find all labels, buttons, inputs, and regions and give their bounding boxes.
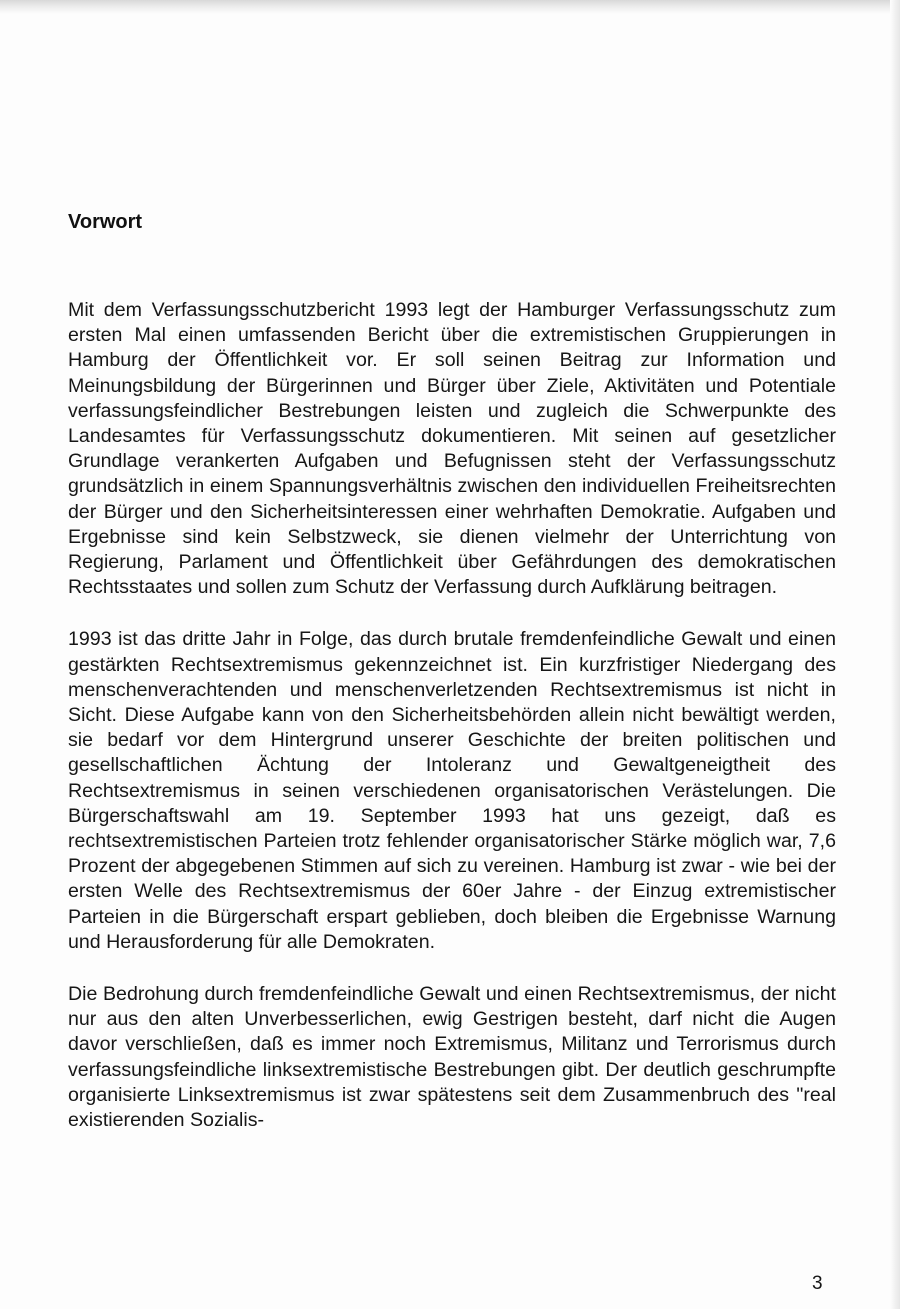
document-body <box>68 210 836 1133</box>
paragraph-2: 1993 ist das dritte Jahr in Folge, das durch brutale fremdenfeindliche Gewalt und einen gestärkten Rechtsextremismus gekennzeichnet ist. Ein kurzfristiger Niedergang des menschenverachtenden und menschenverletzenden Rechtsextremismus ist nicht in Sicht. Diese Aufgabe kann von den Sicherheitsbehörden allein nicht bewältigt werden, sie bedarf vor dem Hintergrund unserer Geschichte der breiten politischen und gesellschaftlichen Ächtung der Intoleranz und Gewaltgeneigtheit des Rechtsextremismus in seinen verschiedenen organisatorischen Verästelungen. Die Bürgerschaftswahl am 19. September 1993 hat uns gezeigt, daß es rechtsextremistischen Parteien trotz fehlender organisatorischer Stärke möglich war, 7,6 Prozent der abgegebenen Stimmen auf sich zu vereinen. Hamburg ist zwar - wie bei der ersten Welle des Rechtsextremismus der 60er Jahre - der Einzug extremistischer Parteien in die Bürgerschaft erspart geblieben, doch bleiben die Ergebnisse Warnung und Herausforderung für alle Demokraten. <box>68 628 836 953</box>
paragraph-1: Mit dem Verfassungsschutzbericht 1993 legt der Hamburger Verfassungsschutz zum ersten Mal einen umfassenden Bericht über die extremistischen Gruppierungen in Hamburg der Öffentlichkeit vor. Er soll seinen Beitrag zur Information und Meinungsbildung der Bürgerinnen und Bürger über Ziele, Aktivitäten und Potentiale verfassungsfeindlicher Bestrebungen leisten und zugleich die Schwerpunkte des Landesamtes für Verfassungsschutz dokumentieren. Mit seinen auf gesetzlicher Grundlage verankerten Aufgaben und Befugnissen steht der Verfassungsschutz grundsätzlich in einem Spannungsverhältnis zwischen den individuellen Freiheitsrechten der Bürger und den Sicherheitsinteressen einer wehrhaften Demokratie. Aufgaben und Ergebnisse sind kein Selbstzweck, sie dienen vielmehr der Unterrichtung von Regierung, Parlament und Öffentlichkeit über Gefährdungen des demokratischen Rechtsstaates und sollen zum Schutz der Verfassung durch Aufklärung beitragen. <box>68 299 836 599</box>
page-title: Vorwort <box>68 211 143 233</box>
scan-shadow-top <box>0 0 900 14</box>
paragraph-3: Die Bedrohung durch fremdenfeindliche Gewalt und einen Rechtsextremismus, der nicht nur aus den alten Unverbesserlichen, ewig Gestrigen besteht, darf nicht die Augen davor verschließen, daß es immer noch Extremismus, Militanz und Terrorismus durch verfassungsfeindliche linksextremistische Bestrebungen gibt. Der deutlich geschrumpfte organisierte Linksextremismus ist zwar spätestens seit dem Zusammenbruch des "real existierenden Sozialis- <box>68 983 836 1132</box>
scan-shadow-right <box>890 0 900 1309</box>
page-number: 3 <box>812 1273 823 1294</box>
